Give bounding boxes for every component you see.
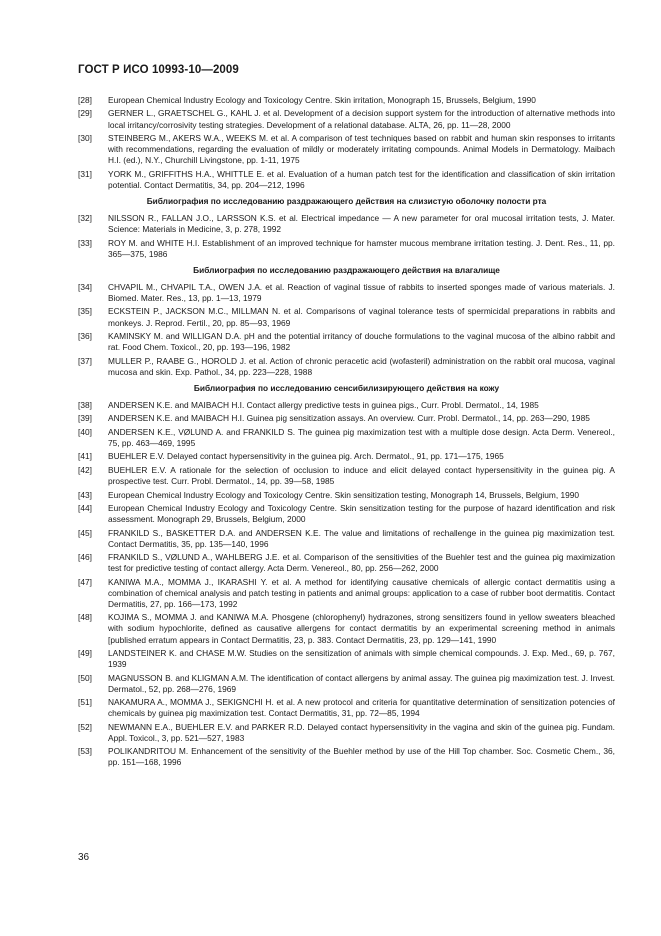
reference-number: [44] (78, 502, 92, 513)
reference-text: GERNER L., GRAETSCHEL G., KAHL J. et al. Development of a decision support system for the introduction of alternative methods into local irritancy/corrosivity testing strategies. Development of a relational database. ALTA, 26, pp. 11—28, 2000 (108, 108, 615, 130)
reference-number: [36] (78, 331, 92, 342)
reference-entry (78, 503, 615, 525)
reference-number: [52] (78, 721, 92, 732)
reference-text: MAGNUSSON B. and KLIGMAN A.M. The identification of contact allergens by animal assay. The guinea pig maximization test. J. Invest. Dermatol., 52, pp. 268—276, 1969 (108, 672, 615, 694)
reference-number: [38] (78, 399, 92, 410)
reference-text: NILSSON R., FALLAN J.O., LARSSON K.S. et al. Electrical impedance — A new parameter for oral mucosal irritation tests, J. Mater. Science: Materials in Medicine, 3, p. 278, 1992 (108, 213, 615, 235)
reference-text: FRANKILD S., BASKETTER D.A. and ANDERSEN K.E. The value and limitations of rechallenge in the guinea pig maximization test. Contact Dermatitis, 35, pp. 135—140, 1996 (108, 527, 615, 549)
reference-number: [34] (78, 281, 92, 292)
reference-entry (78, 577, 615, 610)
reference-number: [32] (78, 213, 92, 224)
reference-text: FRANKILD S., VØLUND A., WAHLBERG J.E. et al. Comparison of the sensitivities of the Buehler test and the guinea pig maximization test for predictive testing of contact allergy. Acta Derm. Venereol., 80, pp. 256—262, 2000 (108, 552, 615, 574)
document-header-title: ГОСТ Р ИСО 10993-10—2009 (78, 64, 239, 76)
reference-number: [51] (78, 697, 92, 708)
reference-text: POLIKANDRITOU M. Enhancement of the sensitivity of the Buehler method by use of the Hill Top chamber. Soc. Cosmetic Chem., 36, pp. 151—168, 1996 (108, 746, 615, 768)
reference-entry (78, 331, 615, 353)
reference-entry (78, 465, 615, 487)
reference-number: [53] (78, 746, 92, 757)
reference-text: NAKAMURA A., MOMMA J., SEKIGNCHI H. et al. A new protocol and criteria for quantitative determination of sensitization potencies of chemicals by guinea pig maximization test. Contact Dermatitis, 31, pp. 72—85, 1994 (108, 697, 615, 719)
reference-number: [49] (78, 648, 92, 659)
reference-text: European Chemical Industry Ecology and Toxicology Centre. Skin sensitization testing for the purpose of hazard identification and risk assessment. Monograph 29, Brussels, Belgium, 2000 (108, 502, 615, 525)
reference-number: [40] (78, 426, 92, 437)
reference-text: ANDERSEN K.E., VØLUND A. and FRANKILD S. The guinea pig maximization test with a multiple dose design. Acta Derm. Venereol., 75, pp. 463—469, 1995 (108, 426, 615, 448)
reference-entry (78, 451, 615, 462)
reference-entry (78, 427, 615, 449)
reference-text: NEWMANN E.A., BUEHLER E.V. and PARKER R.D. Delayed contact hypersensitivity in the vagina and skin of the guinea pig. Fundam. Appl. Toxicol., 3, pp. 521—527, 1983 (108, 721, 615, 743)
reference-number: [33] (78, 237, 92, 248)
reference-entry (78, 306, 615, 328)
reference-number: [41] (78, 451, 92, 462)
reference-entry (78, 552, 615, 574)
reference-number: [46] (78, 552, 92, 563)
reference-text: ANDERSEN K.E. and MAIBACH H.I. Guinea pig sensitization assays. An overview. Curr. Probl. Dermatol., 14, pp. 263—290, 1985 (108, 413, 590, 424)
reference-number: [48] (78, 612, 92, 623)
page-number: 36 (78, 852, 90, 863)
reference-entry (78, 528, 615, 550)
reference-number: [50] (78, 672, 92, 683)
reference-number: [42] (78, 464, 92, 475)
section-heading: Библиография по исследованию раздражающего действия на влагалище (193, 264, 500, 275)
reference-text: CHVAPIL M., CHVAPIL T.A., OWEN J.A. et al. Reaction of vaginal tissue of rabbits to inserted sponges made of various materials. J. Biomed. Mater. Res., 13, pp. 1—13, 1979 (108, 281, 615, 303)
reference-text: BUEHLER E.V. Delayed contact hypersensitivity in the guinea pig. Arch. Dermatol., 91, pp. 171—175, 1965 (108, 451, 504, 462)
reference-text: European Chemical Industry Ecology and Toxicology Centre. Skin sensitization testing, Monograph 14, Brussels, Belgium, 1990 (108, 489, 580, 500)
reference-entry (78, 413, 615, 424)
reference-entry (78, 697, 615, 719)
reference-entry (78, 612, 615, 645)
reference-entry (78, 282, 615, 304)
reference-number: [37] (78, 355, 92, 366)
reference-text: YORK M., GRIFFITHS H.A., WHITTLE E. et al. Evaluation of a human patch test for the identification and classification of skin irritation potential. Contact Dermatitis, 34, pp. 204—212, 1996 (108, 168, 615, 190)
reference-text: KAMINSKY M. and WILLIGAN D.A. pH and the potential irritancy of douche formulations to the vaginal mucosa of the albino rabbit and rat. Food Chem. Toxicol., 20, pp. 193—196, 1982 (108, 331, 615, 353)
reference-entry (78, 95, 615, 106)
reference-number: [39] (78, 413, 92, 424)
bibliography-list (78, 95, 615, 771)
reference-text: ROY M. and WHITE H.I. Establishment of an improved technique for hamster mucous membrane irritation testing. J. Dent. Res., 11, pp. 365—375, 1986 (108, 237, 615, 259)
reference-entry (78, 400, 615, 411)
reference-text: European Chemical Industry Ecology and Toxicology Centre. Skin irritation, Monograph 15, Brussels, Belgium, 1990 (108, 95, 536, 105)
reference-text: ECKSTEIN P., JACKSON M.C., MILLMAN N. et al. Comparisons of vaginal tolerance tests of spermicidal preparations in rabbits and monkeys. J. Reprod. Fertil., 20, pp. 85—93, 1969 (108, 306, 615, 328)
reference-entry (78, 108, 615, 130)
reference-text: KOJIMA S., MOMMA J. and KANIWA M.A. Phosgene (chlorophenyl) hydrazones, strong sensitizers found in yellow sweaters bleached with sodium hypochlorite, defined as causative allergens for contact dermatitis by an experimental screening method in animals [published erratum appears in Contact Dermatitis, 23, p. 383. Contact Dermatitis, 23, pp. 129—141, 1990 (108, 612, 615, 645)
section-heading: Библиография по исследованию сенсибилизирующего действия на кожу (193, 382, 500, 393)
reference-number: [30] (78, 133, 92, 144)
section-heading: Библиография по исследованию раздражающего действия на слизистую оболочку полости рта (146, 195, 547, 206)
reference-entry (78, 169, 615, 191)
reference-entry (78, 490, 615, 501)
reference-entry (78, 648, 615, 670)
reference-text: ANDERSEN K.E. and MAIBACH H.I. Contact allergy predictive tests in guinea pigs., Curr. Probl. Dermatol., 14, 1985 (108, 399, 539, 410)
reference-entry (78, 356, 615, 378)
reference-entry (78, 213, 615, 235)
reference-entry (78, 746, 615, 768)
reference-number: [31] (78, 168, 92, 179)
reference-number: [28] (78, 95, 92, 105)
reference-number: [45] (78, 527, 92, 538)
reference-text: KANIWA M.A., MOMMA J., IKARASHI Y. et al. A method for identifying causative chemicals of allergic contact dermatitis using a combination of chemical analysis and patch testing in patients and animal groups: application to a case of rubber boot dermatitis. Contact Dermatitis, 27, pp. 166—173, 1992 (108, 576, 615, 609)
reference-text: BUEHLER E.V. A rationale for the selection of occlusion to induce and elicit delayed contact hypersensitivity in the guinea pig. A prospective test. Curr. Probl. Dermatol., 14, pp. 39—58, 1985 (108, 464, 615, 487)
reference-number: [43] (78, 489, 92, 500)
reference-text: MULLER P., RAABE G., HOROLD J. et al. Action of chronic peracetic acid (wofasteril) administration on the rabbit oral mucosa, vaginal mucosa and skin. Exp. Pathol., 34, pp. 223—228, 1988 (108, 355, 615, 377)
reference-text: STEINBERG M., AKERS W.A., WEEKS M. et al. A comparison of test techniques based on rabbit and human skin responses to irritants with recommendations, regarding the evaluation of mildly or moderately irritating compounds. Animal Models in Dermatology. Maibach H.I. (ed.), N.Y., Churchill Livingstone, pp. 1-11, 1975 (108, 133, 615, 166)
reference-entry (78, 673, 615, 695)
reference-number: [47] (78, 576, 92, 587)
reference-entry (78, 238, 615, 260)
reference-number: [35] (78, 306, 92, 317)
reference-entry (78, 722, 615, 744)
reference-text: LANDSTEINER K. and CHASE M.W. Studies on the sensitization of animals with simple chemical compounds. J. Exp. Med., 69, p. 767, 1939 (108, 648, 615, 670)
reference-entry (78, 133, 615, 166)
reference-number: [29] (78, 108, 92, 119)
